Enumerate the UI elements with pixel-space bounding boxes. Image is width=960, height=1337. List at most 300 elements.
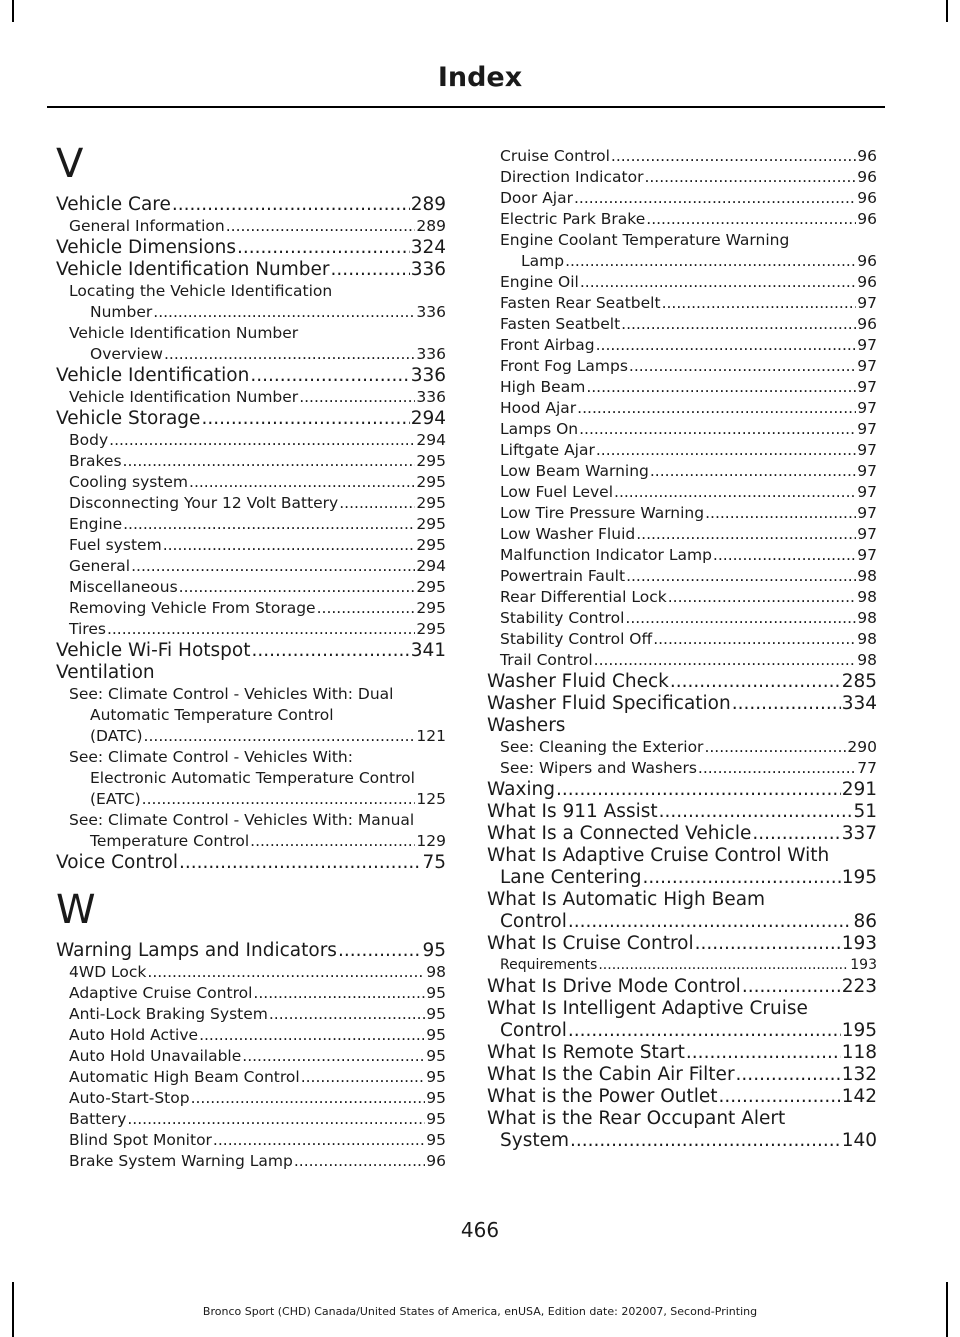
- index-entry: [487, 758, 877, 779]
- header-divider: [47, 106, 885, 108]
- entry-text: Electric Park Brake: [500, 210, 646, 228]
- entry-text: Door Ajar: [500, 189, 573, 207]
- entry-page-number: 97: [857, 336, 877, 354]
- entry-text: 4WD Lock: [69, 963, 147, 981]
- dot-leader: [213, 1130, 425, 1151]
- entry-page-number: 95: [426, 1005, 446, 1023]
- index-entry: [56, 1109, 446, 1130]
- dot-leader: [237, 237, 410, 259]
- entry-text: Tires: [69, 620, 106, 638]
- index-entry: [56, 302, 446, 323]
- entry-page-number: 295: [416, 578, 446, 596]
- index-entry: [56, 1046, 446, 1067]
- entry-text: What Is Intelligent Adaptive Cruise: [487, 998, 808, 1019]
- dot-leader: [189, 472, 415, 493]
- index-entry: [56, 983, 446, 1004]
- index-entry: [487, 1020, 877, 1042]
- entry-text: Blind Spot Monitor: [69, 1131, 212, 1149]
- index-entry: [56, 1151, 446, 1172]
- entry-text: Washer Fluid Specification: [487, 693, 731, 714]
- entry-page-number: 223: [841, 976, 877, 997]
- index-entry: [56, 365, 446, 387]
- entry-page-number: 96: [857, 315, 877, 333]
- entry-page-number: 75: [422, 852, 446, 873]
- entry-text: (EATC): [90, 790, 141, 808]
- entry-text: Body: [69, 431, 109, 449]
- entry-text: Electronic Automatic Temperature Control: [90, 769, 415, 787]
- entry-page-number: 295: [416, 452, 446, 470]
- index-entry: [487, 693, 877, 715]
- dot-leader: [653, 629, 856, 650]
- entry-text: Vehicle Care: [56, 194, 171, 215]
- index-entry: [487, 251, 877, 272]
- entry-text: Auto Hold Unavailable: [69, 1047, 242, 1065]
- dot-leader: [199, 1025, 425, 1046]
- index-entry: [487, 671, 877, 693]
- entry-page-number: 125: [416, 790, 446, 808]
- index-entry: [56, 598, 446, 619]
- entry-page-number: 96: [857, 252, 877, 270]
- dot-leader: [598, 955, 849, 976]
- entry-text: Washers: [487, 715, 566, 736]
- dot-leader: [577, 398, 856, 419]
- entry-page-number: 97: [857, 399, 877, 417]
- entry-text: Powertrain Fault: [500, 567, 626, 585]
- index-entry: [487, 823, 877, 845]
- entry-text: (DATC): [90, 727, 143, 745]
- index-entry: [487, 911, 877, 933]
- entry-page-number: 334: [841, 693, 877, 714]
- index-entry: [487, 976, 877, 998]
- dot-leader: [719, 1086, 841, 1108]
- entry-text: Waxing: [487, 779, 556, 800]
- dot-leader: [179, 852, 421, 874]
- entry-page-number: 96: [857, 273, 877, 291]
- entry-text: What is the Power Outlet: [487, 1086, 718, 1107]
- index-entry: [56, 577, 446, 598]
- entry-page-number: 77: [857, 759, 877, 777]
- index-entry: [56, 747, 446, 768]
- entry-text: Requirements: [500, 957, 598, 973]
- crop-mark-top-left: [12, 0, 14, 22]
- dot-leader: [579, 419, 856, 440]
- index-entry: [56, 430, 446, 451]
- index-entry: [56, 831, 446, 852]
- index-entry: [487, 845, 877, 867]
- dot-leader: [179, 577, 416, 598]
- dot-leader: [338, 940, 422, 962]
- entry-page-number: 97: [857, 441, 877, 459]
- entry-text: See: Climate Control - Vehicles With:: [69, 748, 353, 766]
- entry-text: Automatic High Beam Control: [69, 1068, 300, 1086]
- dot-leader: [123, 451, 416, 472]
- entry-page-number: 337: [841, 823, 877, 844]
- dot-leader: [650, 461, 856, 482]
- entry-page-number: 294: [416, 431, 446, 449]
- entry-text: Auto-Start-Stop: [69, 1089, 190, 1107]
- entry-page-number: 96: [857, 210, 877, 228]
- dot-leader: [742, 976, 841, 998]
- entry-text: Warning Lamps and Indicators: [56, 940, 337, 961]
- entry-page-number: 97: [857, 546, 877, 564]
- index-entry: [487, 335, 877, 356]
- index-entry: [56, 323, 446, 344]
- entry-page-number: 96: [426, 1152, 446, 1170]
- entry-page-number: 95: [426, 1026, 446, 1044]
- dot-leader: [269, 1004, 425, 1025]
- entry-page-number: 95: [426, 1110, 446, 1128]
- index-entry: [487, 461, 877, 482]
- entry-text: Engine Coolant Temperature Warning: [500, 231, 790, 249]
- entry-text: What Is a Connected Vehicle: [487, 823, 752, 844]
- footer-edition-text: Bronco Sport (CHD) Canada/United States of America, enUSA, Edition date: 202007, Second-Printing: [202, 1305, 758, 1318]
- index-entry: [56, 472, 446, 493]
- entry-text: Vehicle Identification Number: [56, 259, 330, 280]
- entry-text: Brakes: [69, 452, 122, 470]
- dot-leader: [164, 344, 415, 365]
- index-entry: [56, 1004, 446, 1025]
- dot-leader: [596, 440, 856, 461]
- entry-page-number: 291: [841, 779, 877, 800]
- entry-page-number: 140: [841, 1130, 877, 1151]
- entry-text: Lamp: [521, 252, 565, 270]
- entry-page-number: 97: [857, 420, 877, 438]
- dot-leader: [250, 831, 415, 852]
- entry-text: Control: [500, 1020, 567, 1041]
- index-entry: [487, 524, 877, 545]
- entry-text: General: [69, 557, 131, 575]
- entry-text: Stability Control: [500, 609, 625, 627]
- entry-text: Hood Ajar: [500, 399, 577, 417]
- index-entry: [487, 314, 877, 335]
- entry-page-number: 95: [426, 1131, 446, 1149]
- entry-page-number: 290: [847, 738, 877, 756]
- entry-page-number: 193: [841, 933, 877, 954]
- index-entry: [487, 737, 877, 758]
- dot-leader: [659, 801, 853, 823]
- entry-page-number: 97: [857, 357, 877, 375]
- index-entry: [487, 1130, 877, 1152]
- dot-leader: [611, 146, 856, 167]
- index-entry: [487, 440, 877, 461]
- entry-text: What Is the Cabin Air Filter: [487, 1064, 735, 1085]
- dot-leader: [686, 1042, 841, 1064]
- dot-leader: [144, 726, 416, 747]
- dot-leader: [331, 259, 410, 281]
- dot-leader: [704, 737, 846, 758]
- entry-page-number: 294: [416, 557, 446, 575]
- index-entry: [56, 705, 446, 726]
- index-list: [487, 146, 877, 1152]
- dot-leader: [636, 524, 856, 545]
- entry-text: See: Climate Control - Vehicles With: Dual: [69, 685, 394, 703]
- entry-page-number: 295: [416, 620, 446, 638]
- index-entry: [56, 789, 446, 810]
- entry-page-number: 336: [410, 259, 446, 280]
- entry-text: What Is Automatic High Beam: [487, 889, 766, 910]
- dot-leader: [565, 251, 856, 272]
- entry-text: Rear Differential Lock: [500, 588, 667, 606]
- entry-page-number: 195: [841, 1020, 877, 1041]
- dot-leader: [147, 962, 425, 983]
- entry-page-number: 95: [426, 1089, 446, 1107]
- dot-leader: [294, 1151, 425, 1172]
- index-entry: [487, 998, 877, 1020]
- entry-page-number: 336: [416, 388, 446, 406]
- entry-text: Engine: [69, 515, 123, 533]
- crop-mark-top-right: [946, 0, 948, 22]
- index-entry: [487, 955, 877, 976]
- dot-leader: [594, 650, 857, 671]
- entry-page-number: 324: [410, 237, 446, 258]
- index-entry: [56, 1067, 446, 1088]
- entry-text: Fasten Seatbelt: [500, 315, 621, 333]
- entry-page-number: 98: [857, 567, 877, 585]
- dot-leader: [644, 167, 856, 188]
- index-entry: [56, 344, 446, 365]
- dot-leader: [621, 314, 856, 335]
- dot-leader: [252, 640, 410, 662]
- entry-text: Low Beam Warning: [500, 462, 649, 480]
- index-column-left: [56, 140, 446, 1172]
- dot-leader: [586, 377, 856, 398]
- entry-page-number: 132: [841, 1064, 877, 1085]
- index-entry: [487, 715, 877, 737]
- entry-page-number: 289: [416, 217, 446, 235]
- entry-text: Vehicle Identification Number: [69, 388, 299, 406]
- entry-page-number: 193: [850, 957, 877, 973]
- entry-text: Trail Control: [500, 651, 593, 669]
- dot-leader: [698, 758, 856, 779]
- index-entry: [487, 188, 877, 209]
- entry-page-number: 98: [857, 588, 877, 606]
- entry-text: Disconnecting Your 12 Volt Battery: [69, 494, 339, 512]
- dot-leader: [646, 209, 856, 230]
- entry-page-number: 97: [857, 378, 877, 396]
- entry-page-number: 341: [410, 640, 446, 661]
- entry-text: Fasten Rear Seatbelt: [500, 294, 661, 312]
- index-column-right: [487, 146, 877, 1152]
- index-entry: [487, 566, 877, 587]
- dot-leader: [596, 335, 857, 356]
- entry-page-number: 95: [426, 1068, 446, 1086]
- index-entry: [56, 1130, 446, 1151]
- dot-leader: [109, 430, 415, 451]
- index-entry: [487, 272, 877, 293]
- dot-leader: [201, 408, 409, 430]
- entry-text: Adaptive Cruise Control: [69, 984, 253, 1002]
- dot-leader: [732, 693, 841, 715]
- dot-leader: [242, 1046, 425, 1067]
- entry-text: See: Wipers and Washers: [500, 759, 697, 777]
- index-entry: [487, 587, 877, 608]
- entry-page-number: 98: [857, 609, 877, 627]
- dot-leader: [568, 911, 853, 933]
- dot-leader: [662, 293, 857, 314]
- index-entry: [56, 640, 446, 662]
- index-entry: [56, 408, 446, 430]
- index-entry: [56, 768, 446, 789]
- dot-leader: [752, 823, 840, 845]
- entry-text: Overview: [90, 345, 163, 363]
- index-entry: [487, 1086, 877, 1108]
- index-entry: [56, 259, 446, 281]
- entry-page-number: 118: [841, 1042, 877, 1063]
- entry-page-number: 96: [857, 168, 877, 186]
- entry-text: Vehicle Identification: [56, 365, 250, 386]
- dot-leader: [695, 933, 841, 955]
- dot-leader: [191, 1088, 426, 1109]
- entry-text: Automatic Temperature Control: [90, 706, 334, 724]
- entry-page-number: 98: [857, 651, 877, 669]
- index-entry: [487, 1042, 877, 1064]
- dot-leader: [163, 535, 416, 556]
- dot-leader: [736, 1064, 841, 1086]
- entry-text: What Is Cruise Control: [487, 933, 694, 954]
- index-entry: [487, 167, 877, 188]
- dot-leader: [127, 1109, 425, 1130]
- entry-text: Lamps On: [500, 420, 579, 438]
- dot-leader: [713, 545, 856, 566]
- entry-text: Lane Centering: [500, 867, 642, 888]
- page-number: 466: [460, 1218, 500, 1242]
- index-entry: [487, 398, 877, 419]
- index-entry: [487, 209, 877, 230]
- dot-leader: [142, 789, 416, 810]
- entry-page-number: 129: [416, 832, 446, 850]
- entry-text: Engine Oil: [500, 273, 579, 291]
- entry-text: Low Washer Fluid: [500, 525, 636, 543]
- entry-text: Low Tire Pressure Warning: [500, 504, 705, 522]
- index-entry: [487, 146, 877, 167]
- entry-text: Auto Hold Active: [69, 1026, 199, 1044]
- entry-text: Low Fuel Level: [500, 483, 614, 501]
- dot-leader: [643, 867, 841, 889]
- index-entry: [487, 1108, 877, 1130]
- index-entry: [487, 779, 877, 801]
- dot-leader: [172, 194, 410, 216]
- index-entry: [487, 377, 877, 398]
- index-entry: [487, 545, 877, 566]
- entry-text: What Is Adaptive Cruise Control With: [487, 845, 830, 866]
- dot-leader: [625, 608, 856, 629]
- entry-text: See: Climate Control - Vehicles With: Manual: [69, 811, 415, 829]
- index-entry: [487, 801, 877, 823]
- dot-leader: [301, 1067, 426, 1088]
- index-entry: [56, 514, 446, 535]
- entry-text: Ventilation: [56, 662, 155, 683]
- entry-page-number: 294: [410, 408, 446, 429]
- entry-text: System: [500, 1130, 569, 1151]
- entry-text: Removing Vehicle From Storage: [69, 599, 316, 617]
- entry-text: Brake System Warning Lamp: [69, 1152, 293, 1170]
- entry-text: High Beam: [500, 378, 586, 396]
- entry-page-number: 97: [857, 525, 877, 543]
- entry-text: Anti-Lock Braking System: [69, 1005, 268, 1023]
- entry-page-number: 336: [416, 303, 446, 321]
- index-list: [56, 940, 446, 1172]
- entry-page-number: 295: [416, 599, 446, 617]
- index-entry: [487, 889, 877, 911]
- entry-text: Battery: [69, 1110, 127, 1128]
- index-entry: [56, 940, 446, 962]
- index-entry: [56, 237, 446, 259]
- index-entry: [56, 216, 446, 237]
- index-entry: [487, 503, 877, 524]
- entry-page-number: 336: [416, 345, 446, 363]
- entry-page-number: 97: [857, 462, 877, 480]
- dot-leader: [226, 216, 416, 237]
- index-entry: [56, 194, 446, 216]
- dot-leader: [570, 1130, 841, 1152]
- entry-text: Front Fog Lamps: [500, 357, 628, 375]
- index-entry: [56, 852, 446, 874]
- dot-leader: [107, 619, 415, 640]
- entry-text: What Is Drive Mode Control: [487, 976, 741, 997]
- dot-leader: [629, 356, 856, 377]
- entry-page-number: 295: [416, 473, 446, 491]
- dot-leader: [668, 587, 857, 608]
- index-entry: [487, 608, 877, 629]
- entry-text: Cooling system: [69, 473, 189, 491]
- entry-text: Front Airbag: [500, 336, 595, 354]
- index-entry: [487, 1064, 877, 1086]
- entry-text: Number: [90, 303, 153, 321]
- entry-text: Stability Control Off: [500, 630, 653, 648]
- entry-page-number: 285: [841, 671, 877, 692]
- index-entry: [487, 629, 877, 650]
- index-entry: [487, 482, 877, 503]
- index-entry: [487, 356, 877, 377]
- index-entry: [56, 1088, 446, 1109]
- entry-text: Fuel system: [69, 536, 162, 554]
- section-letter: W: [56, 887, 96, 933]
- dot-leader: [626, 566, 856, 587]
- entry-page-number: 96: [857, 147, 877, 165]
- index-entry: [56, 1025, 446, 1046]
- entry-text: Washer Fluid Check: [487, 671, 669, 692]
- entry-text: What Is 911 Assist: [487, 801, 658, 822]
- entry-page-number: 95: [426, 984, 446, 1002]
- index-entry: [487, 230, 877, 251]
- dot-leader: [568, 1020, 841, 1042]
- entry-page-number: 289: [410, 194, 446, 215]
- index-entry: [56, 281, 446, 302]
- entry-text: Vehicle Identification Number: [69, 324, 299, 342]
- index-entry: [487, 650, 877, 671]
- index-entry: [487, 419, 877, 440]
- entry-text: Liftgate Ajar: [500, 441, 595, 459]
- index-entry: [56, 387, 446, 408]
- index-entry: [56, 662, 446, 684]
- index-entry: [56, 535, 446, 556]
- entry-page-number: 142: [841, 1086, 877, 1107]
- dot-leader: [123, 514, 415, 535]
- index-entry: [487, 867, 877, 889]
- index-list: [56, 194, 446, 874]
- entry-page-number: 96: [857, 189, 877, 207]
- entry-text: Vehicle Dimensions: [56, 237, 237, 258]
- dot-leader: [580, 272, 856, 293]
- index-entry: [56, 684, 446, 705]
- index-entry: [56, 726, 446, 747]
- entry-page-number: 98: [857, 630, 877, 648]
- entry-text: General Information: [69, 217, 225, 235]
- entry-text: Malfunction Indicator Lamp: [500, 546, 712, 564]
- index-entry: [487, 933, 877, 955]
- entry-page-number: 97: [857, 294, 877, 312]
- dot-leader: [670, 671, 841, 693]
